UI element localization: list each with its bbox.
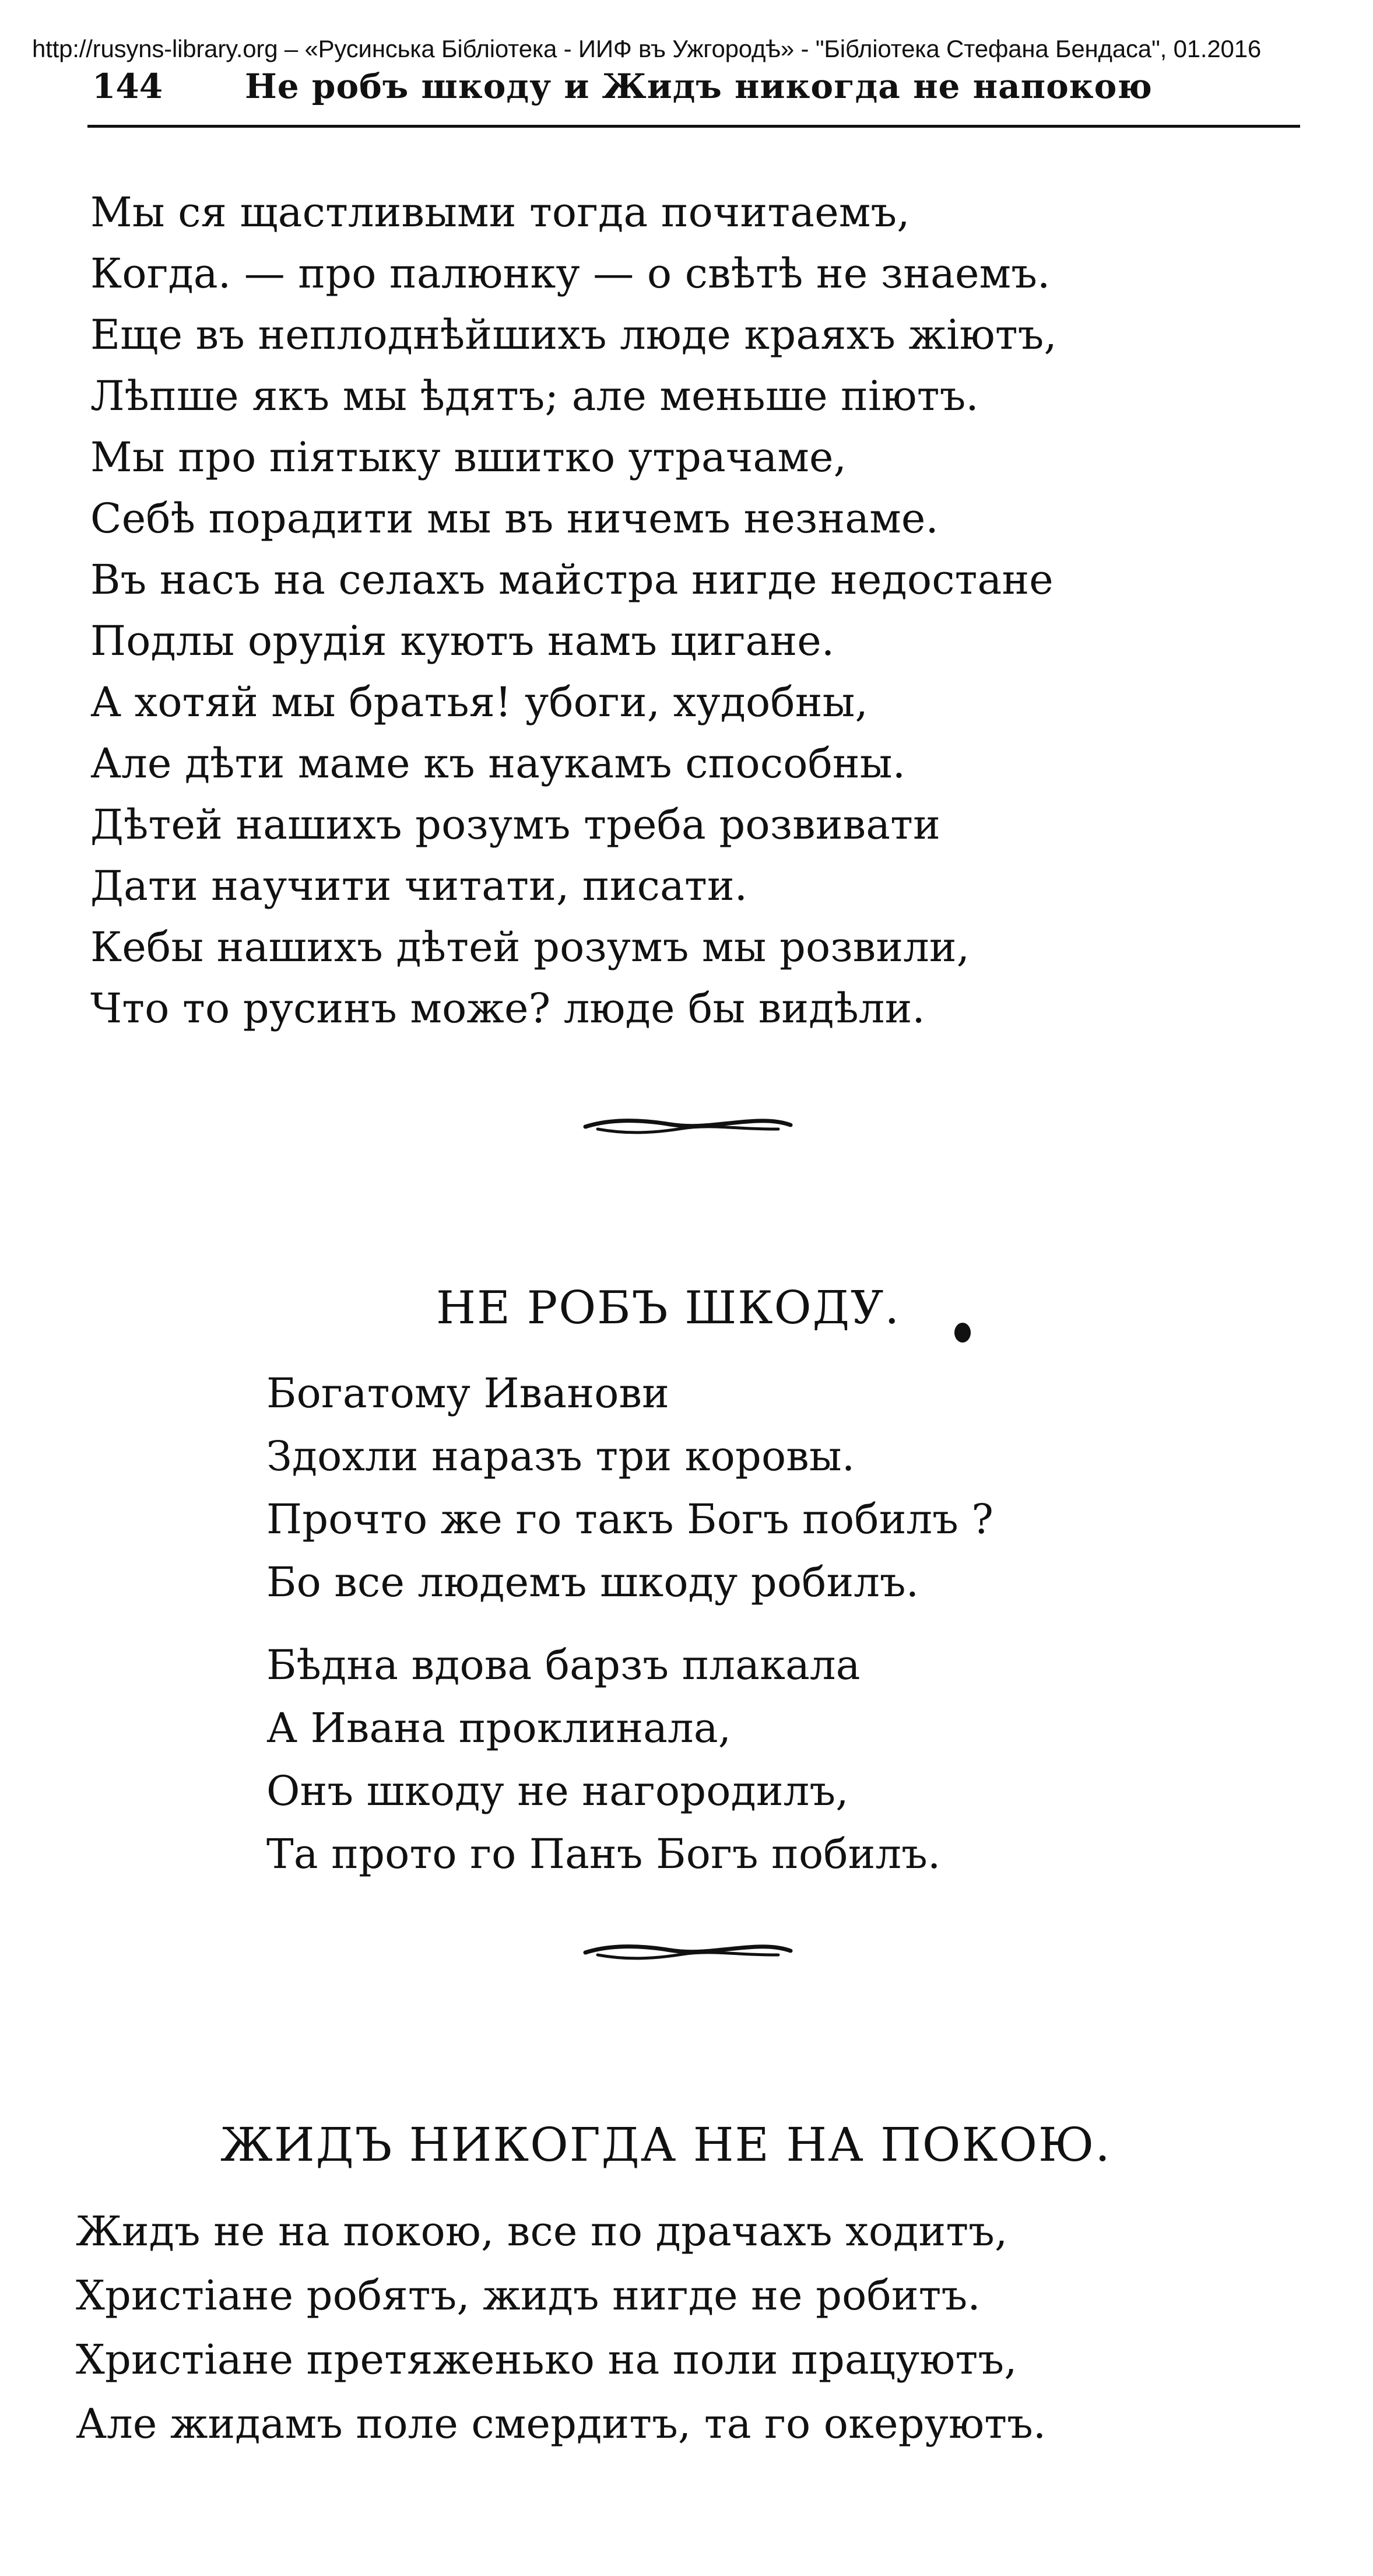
- poem-line: Что то русинъ може? люде бы видѣли.: [90, 984, 925, 1032]
- ne-rob-shkodu-poem: [266, 1362, 1258, 1885]
- poem-line: Въ насъ на селахъ майстра нигде недостане: [90, 556, 1054, 604]
- poem-line: Та прото го Панъ Богъ побилъ.: [266, 1830, 941, 1878]
- poem-line: Але жидамъ поле смердитъ, та го океруютъ.: [76, 2400, 1047, 2448]
- poem-line: Богатому Иванови: [266, 1369, 669, 1417]
- poem-line: Христіане претяженько на поли працуютъ,: [76, 2336, 1017, 2384]
- poem-line: Дѣтей нашихъ розумъ треба розвивати: [90, 801, 940, 849]
- ornamental-rule-icon: [583, 1941, 793, 1965]
- poem-line: Дати научити читати, писати.: [90, 862, 748, 910]
- zhid-nikogda-poem: [76, 2199, 1329, 2456]
- opening-poem: [90, 182, 1315, 1039]
- section-title-zhid-nikogda: ЖИДЪ НИКОГДА НЕ НА ПОКОЮ.: [220, 2118, 1111, 2172]
- section-title-ne-rob-shkodu: НЕ РОБЪ ШКОДУ.: [436, 1282, 901, 1334]
- poem-line: Подлы орудія куютъ намъ цигане.: [90, 617, 835, 665]
- poem-line: Жидъ не на покою, все по драчахъ ходитъ,: [76, 2207, 1008, 2255]
- poem-line: Бо все людемъ шкоду робилъ.: [266, 1558, 919, 1606]
- poem-line: Когда. — про палюнку — о свѣтѣ не знаемъ.: [90, 250, 1051, 297]
- poem-line: Себѣ порадити мы въ ничемъ незнаме.: [90, 495, 939, 542]
- poem-line: Прочто же го такъ Богъ побилъ ?: [266, 1495, 994, 1543]
- poem-line: Христіане робятъ, жидъ нигде не робитъ.: [76, 2272, 981, 2319]
- poem-line: А хотяй мы братья! убоги, худобны,: [90, 678, 868, 726]
- poem-line: Лѣпше якъ мы ѣдятъ; але меньше піютъ.: [90, 372, 979, 420]
- running-title: Не робъ шкоду и Жидъ никогда не напокою: [245, 66, 1153, 106]
- ink-dot-mark: [954, 1323, 971, 1343]
- poem-line: Онъ шкоду не нагородилъ,: [266, 1767, 849, 1815]
- poem-line: А Ивана проклинала,: [266, 1704, 732, 1752]
- stanza: [266, 1362, 1258, 1614]
- stanza: [266, 1634, 1258, 1885]
- poem-line: Мы ся щастливыми тогда почитаемъ,: [90, 188, 910, 236]
- page-number: 144: [92, 66, 163, 106]
- header-rule: [87, 125, 1300, 128]
- ornamental-rule-icon: [583, 1115, 793, 1140]
- poem-line: Мы про піятыку вшитко утрачаме,: [90, 433, 847, 481]
- source-url-line[interactable]: http://rusyns-library.org – «Русинська Бібліотека - ИИФ въ Ужгородѣ» - "Бібліотека Стефана Бендаса", 01.2016: [32, 35, 1262, 62]
- poem-line: Здохли наразъ три коровы.: [266, 1432, 855, 1480]
- poem-line: Але дѣти маме къ наукамъ способны.: [90, 739, 906, 787]
- poem-line: Еще въ неплоднѣйшихъ люде краяхъ жіютъ,: [90, 311, 1057, 359]
- poem-line: Бѣдна вдова барзъ плакала: [266, 1641, 861, 1689]
- poem-line: Кебы нашихъ дѣтей розумъ мы розвили,: [90, 923, 970, 971]
